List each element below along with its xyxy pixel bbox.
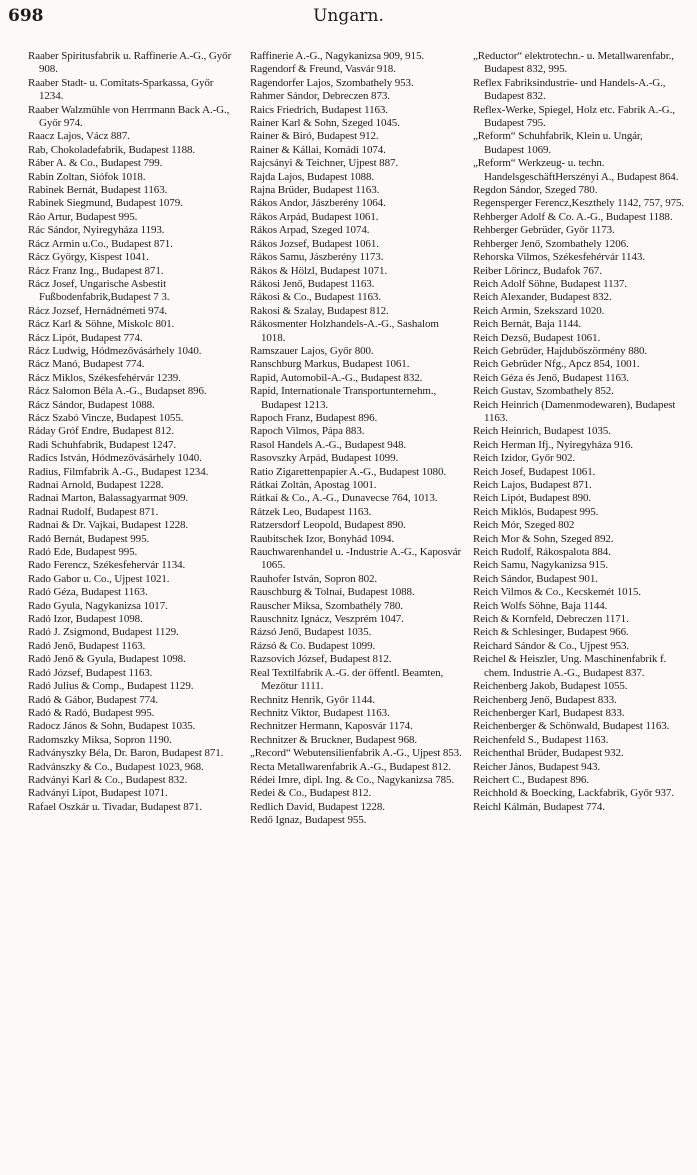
directory-entry: Reich Armin, Szekszard 1020. xyxy=(473,304,605,317)
directory-entry: Radó Izor, Budapest 1098. xyxy=(28,613,143,626)
directory-entry: Rácz Szabó Vincze, Budapest 1055. xyxy=(28,411,184,424)
directory-entry: Rehberger Gebrüder, Győr 1173. xyxy=(473,224,615,237)
directory-entry: Reich Miklós, Budapest 995. xyxy=(473,505,599,518)
directory-entry: Redei & Co., Budapest 812. xyxy=(250,787,372,800)
directory-entry: Rácz György, Kispest 1041. xyxy=(28,251,149,264)
directory-entry: Radnai & Dr. Vajkai, Budapest 1228. xyxy=(28,519,189,532)
directory-entry: Rainer Karl & Sohn, Szeged 1045. xyxy=(250,117,400,130)
directory-entry: Rákos Arpád, Budapest 1061. xyxy=(250,210,379,223)
directory-entry: Radó J. Zsigmond, Budapest 1129. xyxy=(28,626,179,639)
directory-entry: „Reductor“ elektrotechn.- u. Metallwarenfabr., Budapest 832, 995. xyxy=(473,50,674,76)
directory-entry: Reich Bernát, Baja 1144. xyxy=(473,318,582,331)
directory-entry: Radi Schuhfabrik, Budapest 1247. xyxy=(28,438,177,451)
directory-entry: Rechnitzer Hermann, Kaposvár 1174. xyxy=(250,720,413,733)
directory-entry: Rácz Jozsef, Hernádnémeti 974. xyxy=(28,304,168,317)
directory-entry: Rainer & Kállai, Komádi 1074. xyxy=(250,143,386,156)
directory-entry: Rab, Chokoladefabrik, Budapest 1188. xyxy=(28,143,196,156)
directory-entry: Reiber Lőrincz, Budafok 767. xyxy=(473,264,602,277)
directory-entry: Rafael Oszkár u. Tivadar, Budapest 871. xyxy=(28,800,203,813)
directory-entry: Radó Jenő & Gyula, Budapest 1098. xyxy=(28,653,186,666)
directory-entry: Reich Herman Ifj., Nyiregyháza 916. xyxy=(473,438,633,451)
directory-entry: Rajna Brüder, Budapest 1163. xyxy=(250,184,380,197)
directory-entry: Rajda Lajos, Budapest 1088. xyxy=(250,170,375,183)
directory-entry: Rátzek Leo, Budapest 1163. xyxy=(250,505,372,518)
directory-entry: Reich Gebrüder Nfg., Apcz 854, 1001. xyxy=(473,358,640,371)
directory-entry: Rácz Manó, Budapest 774. xyxy=(28,358,145,371)
directory-entry: Raubitschek Izor, Bonyhád 1094. xyxy=(250,532,395,545)
directory-entry: Rapoch Vilmos, Pápa 883. xyxy=(250,425,365,438)
directory-entry: Reichenfeld S., Budapest 1163. xyxy=(473,733,609,746)
directory-entry: Rajcsányi & Teichner, Ujpest 887. xyxy=(250,157,399,170)
directory-entry: Reichenberger Karl, Budapest 833. xyxy=(473,706,625,719)
directory-entry: Radics István, Hódmezővásárhely 1040. xyxy=(28,452,202,465)
directory-entry: Rákos Jozsef, Budapest 1061. xyxy=(250,237,379,250)
directory-entry: Reich Heinrich, Budapest 1035. xyxy=(473,425,611,438)
directory-entry: Reichl Kálmán, Budapest 774. xyxy=(473,800,605,813)
directory-entry: Reich Alexander, Budapest 832. xyxy=(473,291,612,304)
directory-entry: Reich Adolf Söhne, Budapest 1137. xyxy=(473,277,627,290)
directory-entry: Regdon Sándor, Szeged 780. xyxy=(473,184,598,197)
directory-entry: „Record“ Webutensilienfabrik A.-G., Ujpest 853. xyxy=(250,747,462,760)
directory-entry: Ráo Artur, Budapest 995. xyxy=(28,210,138,223)
directory-entry: Rákos Arpad, Szeged 1074. xyxy=(250,224,370,237)
directory-entry: Rehberger Jenő, Szombathely 1206. xyxy=(473,237,629,250)
directory-entry: Rado Gabor u. Co., Ujpest 1021. xyxy=(28,572,170,585)
directory-entry: Reich Dezső, Budapest 1061. xyxy=(473,331,601,344)
directory-entry: Raffinerie A.-G., Nagykanizsa 909, 915. xyxy=(250,50,424,62)
directory-entry: Radó Julius & Comp., Budapest 1129. xyxy=(28,680,194,693)
directory-entry: Rabin Zoltan, Siófok 1018. xyxy=(28,170,146,183)
directory-entry: Rácz Lipót, Budapest 774. xyxy=(28,331,143,344)
directory-entry: Radó & Radó, Budapest 995. xyxy=(28,706,155,719)
directory-entry: Rákosi & Co., Budapest 1163. xyxy=(250,291,381,304)
directory-entry: Rakosi & Szalay, Budapest 812. xyxy=(250,304,389,317)
directory-entry: Rácz Franz Ing., Budapest 871. xyxy=(28,264,164,277)
page-number: 698 xyxy=(8,6,44,26)
directory-entry: Real Textilfabrik A.-G. der öffentl. Beamten, Mezőtur 1111. xyxy=(250,666,444,693)
directory-entry: Radványi Karl & Co., Budapest 832. xyxy=(28,773,188,786)
directory-entry: Ratio Zigarettenpapier A.-G., Budapest 1080. xyxy=(250,465,446,478)
directory-entry: Rákosmenter Holzhandels-A.-G., Sashalom 1018. xyxy=(250,318,439,344)
directory-entry: Reflex-Werke, Spiegel, Holz etc. Fabrik A.-G., Budapest 795. xyxy=(473,103,675,130)
directory-entry: Reichenberg Jakob, Budapest 1055. xyxy=(473,680,628,693)
directory-entry: Rauschburg & Tolnai, Budapest 1088. xyxy=(250,586,415,599)
directory-entry: Reich Heinrich (Damenmodewaren), Budapest 1163. xyxy=(473,398,676,424)
directory-entry: Reich Rudolf, Rákospalota 884. xyxy=(473,546,611,559)
directory-entry: Rédei Imre, dipl. Ing. & Co., Nagykanizsa 785. xyxy=(250,773,455,786)
directory-entry: Rehorska Vilmos, Székesfehérvár 1143. xyxy=(473,251,645,264)
directory-entry: Rázsó & Co. Budapest 1099. xyxy=(250,639,376,652)
directory-entry: Ragendorf & Freund, Vasvár 918. xyxy=(250,63,396,76)
directory-entry: Rehberger Adolf & Co. A.-G., Budapest 1188. xyxy=(473,210,673,223)
directory-entry: „Reform“ Schuhfabrik, Klein u. Ungár, Budapest 1069. xyxy=(473,130,643,156)
directory-entry: Rácz Ludwig, Hódmezővásárhely 1040. xyxy=(28,344,202,357)
directory-entry: Reich & Kornfeld, Debreczen 1171. xyxy=(473,613,629,626)
directory-entry: Radó Ede, Budapest 995. xyxy=(28,546,138,559)
directory-entry: Reichert C., Budapest 896. xyxy=(473,773,589,786)
column-2 xyxy=(250,50,462,1170)
directory-entry: Razsovich József, Budapest 812. xyxy=(250,653,392,666)
directory-columns xyxy=(28,50,695,1170)
directory-entry: Reichel & Heiszler, Ung. Maschinenfabrik f. chem. Industrie A.-G., Budapest 837. xyxy=(473,653,667,679)
directory-entry: Rado Ferencz, Székesfehervár 1134. xyxy=(28,559,186,572)
directory-entry: Reich & Schlesinger, Budapest 966. xyxy=(473,626,629,639)
directory-entry: Ramszauer Lajos, Győr 800. xyxy=(250,344,374,357)
column-1 xyxy=(28,50,240,1170)
directory-entry: Rákos & Hölzl, Budapest 1071. xyxy=(250,264,388,277)
directory-entry: Radó Jenő, Budapest 1163. xyxy=(28,639,146,652)
directory-entry: Reichhold & Boecking, Lackfabrik, Győr 937. xyxy=(473,787,674,800)
directory-entry: Raaber Walzmühle von Herrmann Back A.-G., Győr 974. xyxy=(28,103,230,130)
directory-entry: Rechnitz Henrik, Győr 1144. xyxy=(250,693,375,706)
directory-entry: Rácz Sándor, Budapest 1088. xyxy=(28,398,155,411)
directory-entry: Radó József, Budapest 1163. xyxy=(28,666,153,679)
directory-entry: Regensperger Ferencz,Keszthely 1142, 757, 975. xyxy=(473,197,685,210)
page-title: Ungarn. xyxy=(313,6,384,26)
directory-entry: Radius, Filmfabrik A.-G., Budapest 1234. xyxy=(28,465,209,478)
directory-entry: Rázsó Jenő, Budapest 1035. xyxy=(250,626,372,639)
directory-entry: Rácz Salomon Béla A.-G., Budapset 896. xyxy=(28,385,207,398)
directory-entry: Raaber Stadt- u. Comitats-Sparkassa, Győr 1234. xyxy=(28,76,214,103)
directory-entry: Reich Josef, Budapest 1061. xyxy=(473,465,596,478)
directory-entry: Rapid, Internationale Transportunternehm., Budapest 1213. xyxy=(250,385,437,411)
directory-entry: Reich Mór, Szeged 802 xyxy=(473,519,575,532)
directory-entry: Rauhofer István, Sopron 802. xyxy=(250,572,378,585)
directory-entry: Ráday Gróf Endre, Budapest 812. xyxy=(28,425,174,438)
directory-entry: Rácz Miklos, Székesfehérvár 1239. xyxy=(28,371,181,384)
directory-entry: Rahmer Sándor, Debreczen 873. xyxy=(250,90,390,103)
directory-entry: Reichenberger & Schönwald, Budapest 1163. xyxy=(473,720,670,733)
directory-entry: Rechnitz Viktor, Budapest 1163. xyxy=(250,706,390,719)
directory-entry: Rabinek Bernát, Budapest 1163. xyxy=(28,184,168,197)
directory-entry: Raaber Spiritusfabrik u. Raffinerie A.-G., Győr 908. xyxy=(28,50,232,76)
directory-entry: Reicher János, Budapest 943. xyxy=(473,760,601,773)
directory-entry: Reich Mor & Sohn, Szeged 892. xyxy=(473,532,614,545)
directory-entry: „Reform“ Werkzeug- u. techn. HandelsgeschäftHerszényi A., Budapest 864. xyxy=(473,157,679,183)
directory-entry: Radványi Lipot, Budapest 1071. xyxy=(28,787,168,800)
directory-entry: Reich Izidor, Győr 902. xyxy=(473,452,576,465)
directory-entry: Rákos Andor, Jászberény 1064. xyxy=(250,197,386,210)
directory-entry: Rauschnitz Ignácz, Veszprém 1047. xyxy=(250,613,404,626)
directory-entry: Reichenberg Jenő, Budapest 833. xyxy=(473,693,617,706)
directory-entry: Rákosi Jenő, Budapest 1163. xyxy=(250,277,375,290)
directory-entry: Rauscher Miksa, Szombathély 780. xyxy=(250,599,403,612)
directory-entry: Rátkai & Co., A.-G., Dunavecse 764, 1013. xyxy=(250,492,438,505)
directory-entry: Rasovszky Arpád, Budapest 1099. xyxy=(250,452,399,465)
directory-entry: Radomszky Miksa, Sopron 1190. xyxy=(28,733,172,746)
column-3 xyxy=(473,50,685,1170)
directory-entry: Rapoch Franz, Budapest 896. xyxy=(250,411,378,424)
directory-entry: Redő Ignaz, Budapest 955. xyxy=(250,814,367,827)
directory-entry: Rácz Karl & Söhne, Miskolc 801. xyxy=(28,318,175,331)
directory-entry: Rácz Armin u.Co., Budapest 871. xyxy=(28,237,173,250)
directory-entry: Rauchwarenhandel u. -Industrie A.-G., Kaposvár 1065. xyxy=(250,546,462,572)
directory-entry: Ratzersdorf Leopold, Budapest 890. xyxy=(250,519,406,532)
directory-entry: Reichard Sándor & Co., Ujpest 953. xyxy=(473,639,630,652)
directory-entry: Reich Lajos, Budapest 871. xyxy=(473,479,592,491)
directory-entry: Reich Wolfs Söhne, Baja 1144. xyxy=(473,599,608,612)
directory-entry: Ráber A. & Co., Budapest 799. xyxy=(28,157,163,170)
directory-entry: Reich Gustav, Szombathely 852. xyxy=(473,385,614,398)
directory-entry: Rasol Handels A.-G., Budapest 948. xyxy=(250,438,407,451)
directory-entry: Radnai Arnold, Budapest 1228. xyxy=(28,479,164,491)
directory-entry: Rátkai Zoltán, Apostag 1001. xyxy=(250,479,377,491)
directory-entry: Rado Gyula, Nagykanizsa 1017. xyxy=(28,599,168,612)
directory-entry: Radocz János & Sohn, Budapest 1035. xyxy=(28,720,196,733)
directory-entry: Reich Lipót, Budapest 890. xyxy=(473,492,592,505)
directory-entry: Radvánszky & Co., Budapest 1023, 968. xyxy=(28,760,204,773)
directory-entry: Rainer & Biró, Budapest 912. xyxy=(250,130,379,143)
directory-entry: Raics Friedrich, Budapest 1163. xyxy=(250,103,388,116)
directory-entry: Reflex Fabriksindustrie- und Handels-A.-G., Budapest 832. xyxy=(473,76,666,103)
directory-entry: Reich Vilmos & Co., Kecskemét 1015. xyxy=(473,586,641,599)
page-header xyxy=(0,0,697,40)
directory-entry: Reichenthal Brüder, Budapest 932. xyxy=(473,747,624,760)
directory-entry: Rácz Josef, Ungarische Asbestit Fußbodenfabrik,Budapest 7 3. xyxy=(28,277,170,304)
directory-entry: Rechnitzer & Bruckner, Budapest 968. xyxy=(250,733,418,746)
directory-entry: Recta Metallwarenfabrik A.-G., Budapest 812. xyxy=(250,760,451,773)
directory-entry: Radnai Rudolf, Budapest 871. xyxy=(28,505,159,518)
directory-entry: Rapid, Automobil-A.-G., Budapest 832. xyxy=(250,371,423,384)
directory-entry: Rác Sándor, Nyiregyháza 1193. xyxy=(28,224,165,237)
directory-entry: Rabinek Siegmund, Budapest 1079. xyxy=(28,197,183,210)
directory-entry: Reich Samu, Nagykanizsa 915. xyxy=(473,559,608,572)
directory-entry: Radnai Marton, Balassagyarmat 909. xyxy=(28,492,189,505)
directory-entry: Reich Sándor, Budapest 901. xyxy=(473,572,598,585)
directory-entry: Ragendorfer Lajos, Szombathely 953. xyxy=(250,76,414,89)
directory-entry: Raacz Lajos, Vácz 887. xyxy=(28,130,130,143)
directory-entry: Radó Géza, Budapest 1163. xyxy=(28,586,148,599)
directory-entry: Radványszky Béla, Dr. Baron, Budapest 871. xyxy=(28,747,224,760)
directory-entry: Reich Gebrüder, Hajdubőszörmény 880. xyxy=(473,344,648,357)
directory-entry: Ranschburg Markus, Budapest 1061. xyxy=(250,358,410,371)
directory-entry: Redlich David, Budapest 1228. xyxy=(250,800,385,813)
directory-entry: Radó & Gábor, Budapest 774. xyxy=(28,693,159,706)
directory-entry: Reich Géza és Jenő, Budapest 1163. xyxy=(473,371,629,384)
directory-entry: Rákos Samu, Jászberény 1173. xyxy=(250,251,384,264)
directory-entry: Radó Bernát, Budapest 995. xyxy=(28,532,150,545)
